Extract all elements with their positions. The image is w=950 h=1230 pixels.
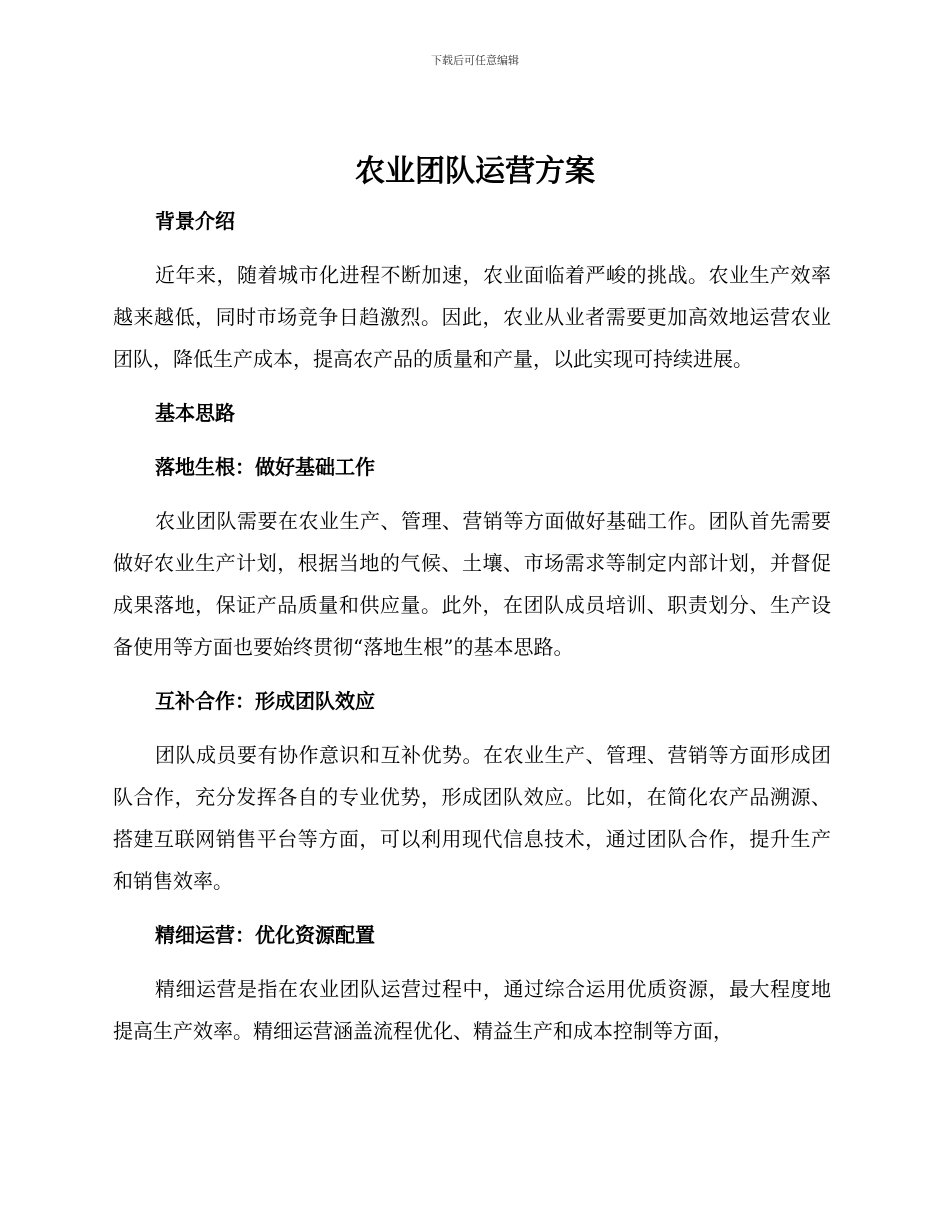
section-paragraph-background: 近年来，随着城市化进程不断加速，农业面临着严峻的挑战。农业生产效率越来越低，同时市场竞争日趋激烈。因此，农业从业者需要更加高效地运营农业团队，降低生产成本，提高农产品的质量和产量，以此实现可持续进展。 bbox=[113, 263, 831, 371]
document-title: 农业团队运营方案 bbox=[355, 154, 595, 189]
section-heading-fine-operation: 精细运营：优化资源配置 bbox=[155, 923, 375, 947]
section-heading-background: 背景介绍 bbox=[155, 209, 235, 233]
page-header-note: 下载后可任意编辑 bbox=[431, 54, 519, 67]
document-body bbox=[113, 200, 831, 1052]
section-heading-groundwork: 落地生根：做好基础工作 bbox=[155, 455, 375, 479]
section-paragraph-fine-operation: 精细运营是指在农业团队运营过程中，通过综合运用优质资源，最大程度地提高生产效率。精细运营涵盖流程优化、精益生产和成本控制等方面， bbox=[113, 977, 831, 1043]
section-heading-basic-approach: 基本思路 bbox=[155, 401, 235, 425]
section-paragraph-groundwork: 农业团队需要在农业生产、管理、营销等方面做好基础工作。团队首先需要做好农业生产计划，根据当地的气候、土壤、市场需求等制定内部计划，并督促成果落地，保证产品质量和供应量。此外，在团队成员培训、职责划分、生产设备使用等方面也要始终贯彻“落地生根”的基本思路。 bbox=[113, 509, 831, 659]
section-heading-cooperation: 互补合作：形成团队效应 bbox=[155, 689, 375, 713]
section-paragraph-cooperation: 团队成员要有协作意识和互补优势。在农业生产、管理、营销等方面形成团队合作，充分发挥各自的专业优势，形成团队效应。比如，在简化农产品溯源、搭建互联网销售平台等方面，可以利用现代信息技术，通过团队合作，提升生产和销售效率。 bbox=[113, 743, 831, 893]
